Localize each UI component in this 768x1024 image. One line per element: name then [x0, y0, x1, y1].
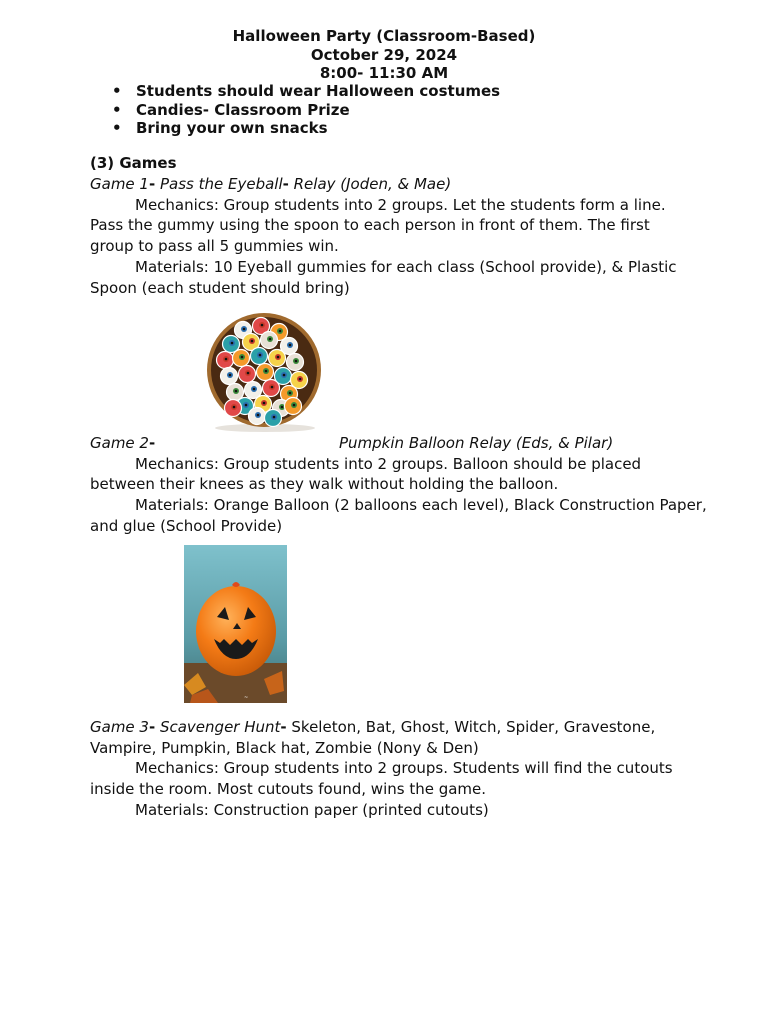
header	[0, 27, 768, 83]
reminder-list	[112, 82, 500, 138]
game-3-dash-2: -	[280, 718, 287, 736]
gummy-pupil-icon	[245, 404, 248, 407]
page-title: Halloween Party (Classroom-Based)	[232, 27, 536, 45]
gummy-pupil-icon	[253, 388, 256, 391]
gummy-pupil-icon	[293, 404, 296, 407]
game-1-name: Pass the Eyeball	[155, 175, 283, 193]
gummy-pupil-icon	[271, 386, 274, 389]
gummy-pupil-icon	[295, 360, 298, 363]
game-1-dash: -	[148, 175, 156, 193]
gummy-pupil-icon	[235, 390, 238, 393]
event-time: 8:00- 11:30 AM	[319, 64, 449, 82]
gummy-pupil-icon	[263, 402, 266, 405]
game-3-dash: -	[148, 718, 156, 736]
game-3-materials: Materials: Construction paper (printed cutouts)	[135, 800, 489, 819]
game-2-dash: -	[148, 434, 156, 452]
game-1-dash-2: -	[282, 175, 289, 193]
gummy-pupil-icon	[283, 374, 286, 377]
list-item: • Students should wear Halloween costumes	[112, 82, 500, 101]
game-3-name: Scavenger Hunt	[155, 718, 281, 736]
gummy-pupil-icon	[277, 356, 280, 359]
svg-text:~: ~	[244, 695, 249, 701]
list-item: • Bring your own snacks	[112, 119, 500, 138]
gummy-pupil-icon	[243, 328, 246, 331]
game-1-label: Game 1	[90, 175, 149, 193]
game-3-heading	[90, 717, 690, 758]
pumpkin-balloon-image	[184, 545, 287, 703]
gummy-pupil-icon	[289, 344, 292, 347]
game-3-label: Game 3	[90, 718, 149, 736]
gummy-pupil-icon	[259, 354, 262, 357]
game-2-mechanics: Mechanics: Group students into 2 groups. Balloon should be placed between their knees as they walk without holding the balloon.	[90, 454, 642, 494]
gummy-pupil-icon	[279, 330, 282, 333]
gummy-pupil-icon	[229, 374, 232, 377]
gummy-pupil-icon	[257, 414, 260, 417]
game-3-items: Skeleton, Bat, Ghost, Witch, Spider, Gravestone, Vampire, Pumpkin, Black hat, Zombie (Nony & Den)	[90, 718, 656, 757]
game-3-section	[90, 717, 690, 821]
game-2-name: Pumpkin Balloon Relay (Eds, & Pilar)	[339, 434, 614, 452]
game-3-mechanics: Mechanics: Group students into 2 groups. Students will find the cutouts inside the room. Most cutouts found, wins the game.	[90, 759, 673, 799]
games-heading: (3) Games	[90, 154, 177, 172]
game-1-relay: Relay (Joden, & Mae)	[288, 175, 452, 193]
gummy-pupil-icon	[251, 340, 254, 343]
game-2-heading	[90, 433, 710, 454]
game-2-section	[90, 433, 710, 537]
gummy-pupil-icon	[241, 356, 244, 359]
gummy-pupil-icon	[273, 416, 276, 419]
eyeball-gummies-image	[203, 308, 325, 432]
gummy-pupil-icon	[231, 342, 234, 345]
gummy-pupil-icon	[289, 392, 292, 395]
gummy-pupil-icon	[261, 324, 264, 327]
game-1-mechanics: Mechanics: Group students into 2 groups. Let the students form a line. Pass the gummy using the spoon to each person in front of them. The first group to pass all 5 gummies win.	[90, 195, 666, 256]
gummy-pupil-icon	[281, 406, 284, 409]
gummy-pupil-icon	[265, 370, 268, 373]
game-1-materials: Materials: 10 Eyeball gummies for each class (School provide), & Plastic Spoon (each student should bring)	[90, 257, 677, 297]
event-date: October 29, 2024	[310, 45, 458, 64]
gummy-pupil-icon	[233, 406, 236, 409]
game-1-section	[90, 174, 690, 298]
game-2-materials: Materials: Orange Balloon (2 balloons each level), Black Construction Paper, and glue (School Provide)	[90, 496, 707, 535]
gummy-pupil-icon	[225, 358, 228, 361]
gummy-pupil-icon	[269, 338, 272, 341]
list-item: • Candies- Classroom Prize	[112, 101, 500, 120]
game-1-heading	[90, 174, 690, 195]
game-2-label: Game 2	[90, 434, 149, 452]
gummy-pupil-icon	[299, 378, 302, 381]
gummy-pupil-icon	[247, 372, 250, 375]
